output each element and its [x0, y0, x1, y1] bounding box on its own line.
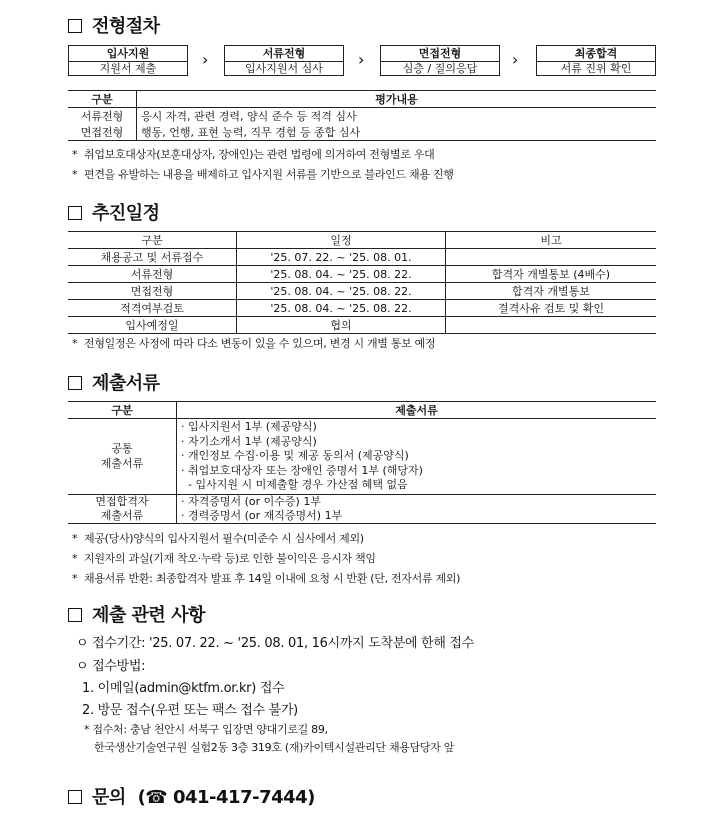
section-title-inquiry — [68, 783, 315, 809]
table-cell: 입사예정일 — [125, 319, 179, 332]
process-step-title: 서류전형 — [225, 46, 343, 62]
note-text: 제공(당사)양식의 입사지원서 필수(미준수 시 심사에서 제외) — [84, 532, 364, 545]
process-step-desc: 입사지원서 심사 — [245, 62, 323, 75]
table-header: 일정 — [237, 232, 446, 249]
checkbox-square-icon — [68, 790, 82, 804]
evaluation-table — [68, 90, 656, 141]
process-step-3 — [380, 45, 500, 76]
note-text: 전형일정은 사정에 따라 다소 변동이 있을 수 있으며, 변경 시 개별 통보 예정 — [84, 337, 436, 350]
submission-method-visit: 2. 방문 접수(우편 또는 팩스 접수 불가) — [82, 703, 298, 718]
table-row — [68, 317, 656, 334]
table-cell: 적격여부검토 — [120, 302, 184, 315]
submission-address-line2: 한국생산기술연구원 실험2동 3층 319호 (재)카이텍시설관리단 채용담당자 앞 — [94, 741, 455, 754]
list-item: · 개인정보 수집·이용 및 제공 동의서 (제공양식) — [181, 449, 409, 463]
section-title-text: 제출서류 — [92, 373, 160, 394]
section-title-text: 전형절차 — [92, 16, 160, 37]
table-cell — [177, 494, 657, 523]
chevron-right-icon: › — [202, 50, 209, 69]
table-row — [68, 283, 656, 300]
section-title-submission — [68, 601, 205, 627]
documents-note: * 지원자의 과실(기재 착오·누락 등)로 인한 불이익은 응시자 책임 — [72, 552, 376, 565]
table-cell: 합격자 개별통보 — [446, 283, 657, 300]
table-cell: 서류전형 — [80, 110, 124, 123]
process-step-desc: 서류 진위 확인 — [560, 62, 632, 75]
process-step-4 — [536, 45, 656, 76]
table-cell: '25. 08. 04. ~ '25. 08. 22. — [237, 266, 446, 283]
process-step-desc: 지원서 제출 — [99, 62, 157, 75]
table-header: 비고 — [446, 232, 657, 249]
process-step-1 — [68, 45, 188, 76]
checkbox-square-icon — [68, 376, 82, 390]
section-title-schedule — [68, 199, 160, 225]
table-cell — [68, 419, 177, 495]
table-cell: '25. 08. 04. ~ '25. 08. 22. — [237, 283, 446, 300]
table-cell: 채용공고 및 서류접수 — [100, 251, 204, 264]
process-step-title: 입사지원 — [69, 46, 187, 62]
checkbox-square-icon — [68, 206, 82, 220]
table-cell — [68, 494, 177, 523]
table-cell: '25. 08. 04. ~ '25. 08. 22. — [237, 300, 446, 317]
inquiry-phone: (☎ 041-417-7444) — [137, 787, 315, 808]
table-cell: 면접전형 — [80, 126, 124, 139]
process-step-title: 최종합격 — [537, 46, 655, 62]
table-row — [68, 419, 656, 495]
section-title-documents — [68, 369, 160, 395]
table-row — [68, 249, 656, 266]
table-cell: '25. 07. 22. ~ '25. 08. 01. — [237, 249, 446, 266]
chevron-right-icon: › — [358, 50, 365, 69]
table-header: 구분 — [68, 91, 137, 108]
table-row — [68, 108, 656, 125]
process-step-2 — [224, 45, 344, 76]
note-text: 편견을 유발하는 내용을 배제하고 입사지원 서류를 기반으로 블라인드 채용 진행 — [84, 168, 454, 181]
documents-note: * 제공(당사)양식의 입사지원서 필수(미준수 시 심사에서 제외) — [72, 532, 364, 545]
documents-table — [68, 401, 656, 524]
list-item: · 취업보호대상자 또는 장애인 증명서 1부 (해당자) — [181, 463, 423, 477]
submission-method-email: 1. 이메일(admin@ktfm.or.kr) 접수 — [82, 681, 285, 696]
procedure-note: * 취업보호대상자(보훈대상자, 장애인)는 관련 법령에 의거하여 전형별로 우대 — [72, 148, 435, 161]
submission-address-line1: * 접수처: 충남 천안시 서북구 입장면 양대기로길 89, — [84, 723, 328, 736]
table-cell: 서류전형 — [130, 268, 174, 281]
table-row — [68, 494, 656, 523]
submission-period: ㅇ 접수기간: '25. 07. 22. ~ '25. 08. 01, 16시까지 도착분에 한해 접수 — [76, 636, 474, 651]
note-text: 지원자의 과실(기재 착오·누락 등)로 인한 불이익은 응시자 책임 — [84, 552, 376, 565]
schedule-note: * 전형일정은 사정에 따라 다소 변동이 있을 수 있으며, 변경 시 개별 통보 예정 — [72, 337, 436, 350]
process-step-desc: 심층 / 질의응답 — [402, 62, 478, 75]
section-title-text: 추진일정 — [92, 203, 160, 224]
row-label: 면접합격자 — [95, 494, 149, 508]
table-row — [68, 266, 656, 283]
row-label: 제출서류 — [100, 508, 144, 522]
table-header: 평가내용 — [137, 91, 657, 108]
table-cell — [446, 249, 657, 266]
table-header: 제출서류 — [177, 402, 657, 419]
table-cell — [177, 419, 657, 495]
list-item: · 자기소개서 1부 (제공양식) — [181, 434, 317, 448]
table-cell — [446, 317, 657, 334]
submission-method-label: ㅇ 접수방법: — [76, 659, 146, 674]
table-row — [68, 300, 656, 317]
list-item: · 자격증명서 (or 이수증) 1부 — [181, 494, 321, 508]
checkbox-square-icon — [68, 19, 82, 33]
list-item: · 경력증명서 (or 재직증명서) 1부 — [181, 508, 343, 522]
table-cell: 합격자 개별통보 (4배수) — [446, 266, 657, 283]
table-cell: 응시 자격, 관련 경력, 양식 준수 등 적격 심사 — [137, 108, 657, 125]
note-text: 채용서류 반환: 최종합격자 발표 후 14일 이내에 요청 시 반환 (단, 전자서류 제외) — [84, 572, 461, 585]
list-item: - 입사지원 시 미제출할 경우 가산점 혜택 없음 — [181, 478, 408, 492]
documents-note: * 채용서류 반환: 최종합격자 발표 후 14일 이내에 요청 시 반환 (단, 전자서류 제외) — [72, 572, 461, 585]
list-item: · 입사지원서 1부 (제공양식) — [181, 420, 317, 433]
chevron-right-icon: › — [512, 50, 519, 69]
note-text: 취업보호대상자(보훈대상자, 장애인)는 관련 법령에 의거하여 전형별로 우대 — [84, 148, 435, 161]
checkbox-square-icon — [68, 608, 82, 622]
table-header: 구분 — [68, 402, 177, 419]
procedure-note: * 편견을 유발하는 내용을 배제하고 입사지원 서류를 기반으로 블라인드 채용 진행 — [72, 168, 454, 181]
process-step-title: 면접전형 — [381, 46, 499, 62]
section-title-text: 문의 — [92, 787, 126, 808]
table-header: 구분 — [68, 232, 237, 249]
table-cell: 면접전형 — [130, 285, 174, 298]
table-cell: 협의 — [237, 317, 446, 334]
section-title-text: 제출 관련 사항 — [92, 605, 205, 626]
table-row — [68, 124, 656, 141]
row-label: 제출서류 — [100, 457, 144, 471]
row-label: 공통 — [111, 442, 133, 456]
table-cell: 결격사유 검토 및 확인 — [446, 300, 657, 317]
section-title-procedure — [68, 12, 160, 38]
schedule-table — [68, 231, 656, 334]
table-cell: 행동, 언행, 표현 능력, 직무 경험 등 종합 심사 — [137, 124, 657, 141]
